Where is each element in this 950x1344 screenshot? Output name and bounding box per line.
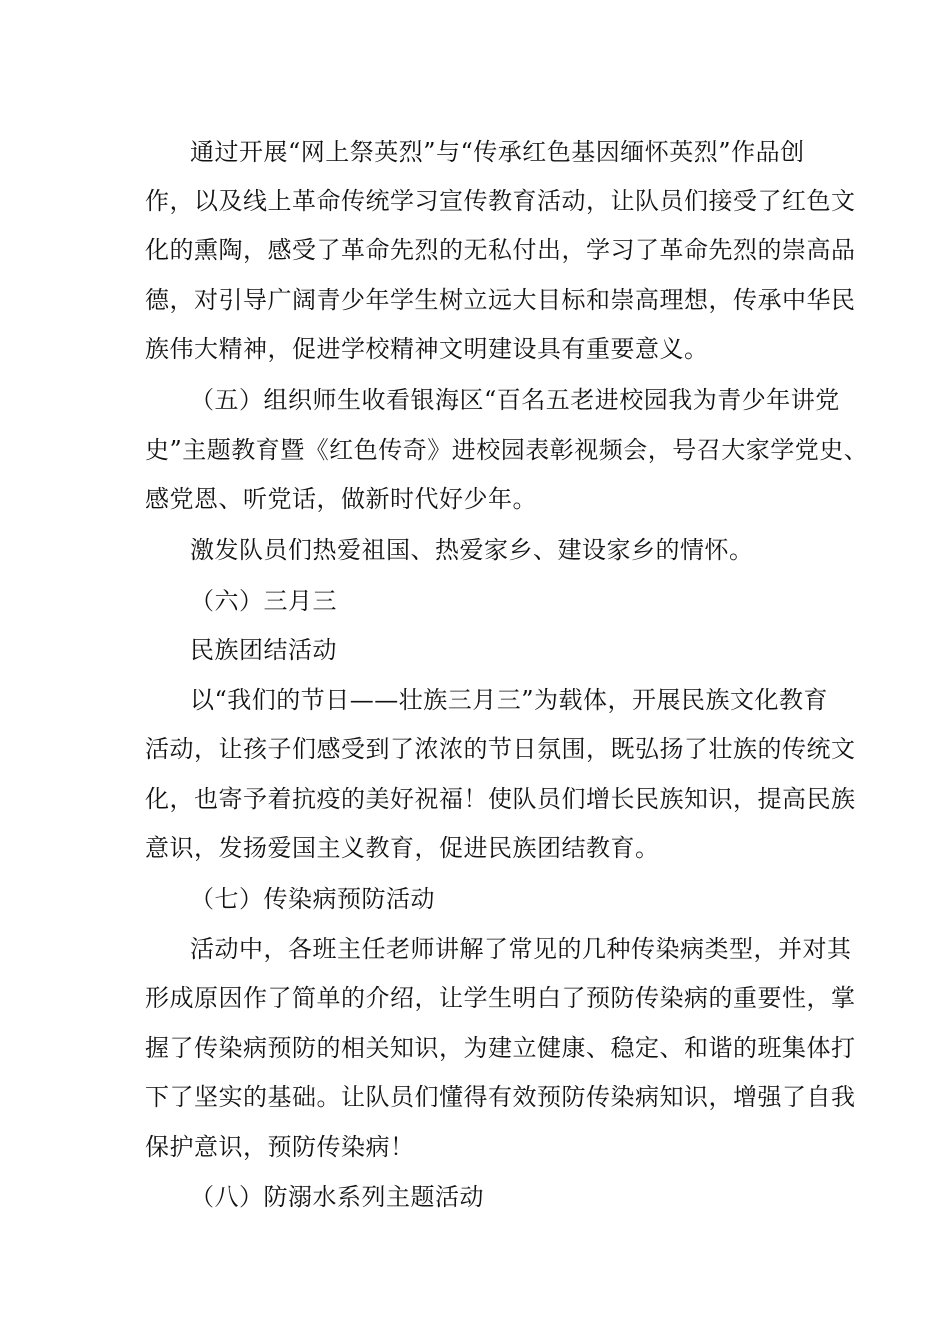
paragraph-line: 史”主题教育暨《红色传奇》进校园表彰视频会，号召大家学党史、 [145, 436, 869, 464]
section-heading-seven: （七）传染病预防活动 [190, 885, 435, 913]
paragraph-line: 活动，让孩子们感受到了浓浓的节日氛围，既弘扬了壮族的传统文 [145, 735, 856, 763]
paragraph-line: 形成原因作了简单的介绍，让学生明白了预防传染病的重要性，掌 [145, 984, 856, 1012]
section-heading-eight: （八）防溺水系列主题活动 [190, 1183, 484, 1211]
paragraph-line: 意识，发扬爱国主义教育，促进民族团结教育。 [145, 834, 660, 862]
paragraph-line: 下了坚实的基础。让队员们懂得有效预防传染病知识，增强了自我 [145, 1083, 856, 1111]
paragraph-line: 保护意识，预防传染病！ [145, 1133, 415, 1161]
paragraph-line: 化的熏陶，感受了革命先烈的无私付出，学习了革命先烈的崇高品 [145, 236, 856, 264]
paragraph-line: 激发队员们热爱祖国、热爱家乡、建设家乡的情怀。 [190, 536, 754, 564]
section-subheading: 民族团结活动 [190, 636, 337, 664]
section-heading-six: （六）三月三 [190, 587, 337, 615]
paragraph-line: 握了传染病预防的相关知识，为建立健康、稳定、和谐的班集体打 [145, 1034, 856, 1062]
paragraph-line: 族伟大精神，促进学校精神文明建设具有重要意义。 [145, 335, 709, 363]
paragraph-line: 感党恩、听党话，做新时代好少年。 [145, 485, 537, 513]
paragraph-line: 以“我们的节日——壮族三月三”为载体，开展民族文化教育 [190, 686, 829, 714]
paragraph-line: 作，以及线上革命传统学习宣传教育活动，让队员们接受了红色文 [145, 187, 856, 215]
section-heading-five: （五）组织师生收看银海区“百名五老进校园我为青少年讲党 [190, 386, 840, 414]
paragraph-line: 通过开展“网上祭英烈”与“传承红色基因缅怀英烈”作品创 [190, 138, 805, 166]
paragraph-line: 德，对引导广阔青少年学生树立远大目标和崇高理想，传承中华民 [145, 286, 856, 314]
paragraph-line: 活动中，各班主任老师讲解了常见的几种传染病类型，并对其 [190, 935, 852, 963]
paragraph-line: 化，也寄予着抗疫的美好祝福！使队员们增长民族知识，提高民族 [145, 785, 856, 813]
